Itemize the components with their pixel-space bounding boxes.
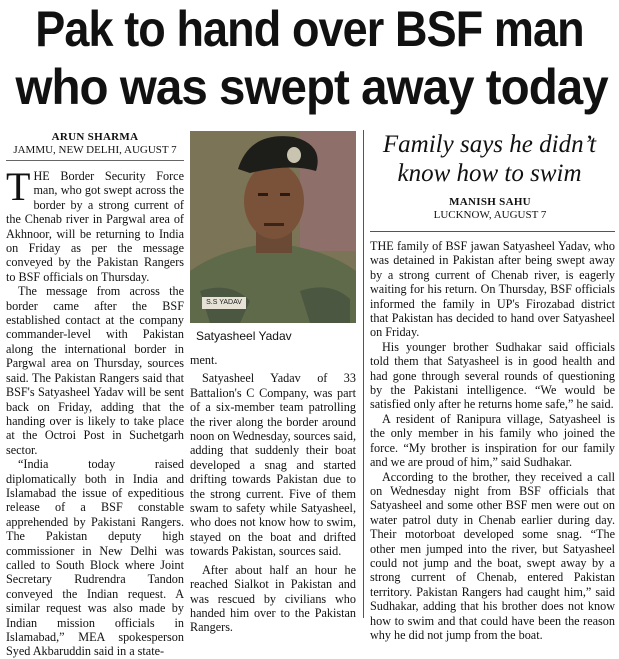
side-story-headline: Family says he didn’t know how to swim [382,131,597,187]
main-paragraph-1 [6,164,184,284]
main-paragraph-2: The message from across the border came after the BSF established contact at the company commander-level with Pakistan along the international border in Pargwal area on Thursday, sources said. The Pakistan Rangers said that BSF's Satyasheel Yadav will be sent back on Friday, adding that the handing over is likely to take place at the Octroi Post in Suchetgarh sector. [6,284,184,457]
side-author: MANISH SAHU [449,196,531,208]
main-story-column-2 [190,353,356,635]
side-paragraph-2: His younger brother Sudhakar said officials told them that Satyasheel is in good health and had gone through several rounds of questioning by the Pakistani intelligence. “We would be satisfied only after he returns home safe,” he said. [370,339,615,412]
column-divider [363,130,364,618]
photo-caption: Satyasheel Yadav [196,329,292,343]
main-paragraph-1-text: HE Border Security Force man, who got swept across the border by a strong current of the Chenab river in Pargwal area of Akhnoor, will be returning to India on Friday as per the message conveyed by the Pakistan Rangers to BSF officials on Thursday. [6,169,184,284]
main-paragraph-3: “India today raised diplomatically both in India and Islamabad the issue of expeditious release of a BSF constable apprehended by Pakistani Rangers. The Pakistan deputy high commissioner in New Delhi was called to South Block where Joint Secretary Rudrendra Tandon conveyed the Indian request. A similar request was also made by Indian mission officials in Islamabad,” MEA spokesperson Syed Akbaruddin said in a state- [6,457,184,659]
main-dateline: JAMMU, NEW DELHI, AUGUST 7 [13,144,177,156]
side-dateline: LUCKNOW, AUGUST 7 [433,209,547,221]
main-paragraph-5: Satyasheel Yadav of 33 Battalion's C Company, was part of a six-member team patrolling the river along the border around noon on Wednesday, sources said, adding that suddenly their boat developed a snag and started drifting towards Pakistan due to the strong current. Five of them swam to safety while Satyasheel, who does not know how to swim, stayed on the boat and drifted towards Pakistan, sources said. [190,371,356,559]
headline-line-1: Pak to hand over BSF man [35,1,584,57]
main-story-column-1 [6,131,184,659]
side-story-body [370,239,615,642]
side-paragraph-4: According to the brother, they received a call on Wednesday night from BSF officials that Satyasheel and some other BSF men were out on water patrol duty in Chenab earlier during day. Their motorboat developed some snag. “The other men jumped into the river, but Satyasheel could not jump and the boat, swept away by a strong current of Chenab, entered Pakistan territory. Pakistan Rangers had caught him,” said Sudhakar, adding that his brother does not know how to swim and that could have been the reason why he did not jump from the boat. [370,469,615,642]
main-author: ARUN SHARMA [51,131,139,143]
name-tag: S.S YADAV [206,299,242,306]
main-paragraph-6: After about half an hour he reached Sialkot in Pakistan and was rescued by civilians who handed him over to the Pakistan Rangers. [190,562,356,635]
main-paragraph-4: ment. [190,353,218,367]
soldier-portrait-image [190,131,356,323]
side-paragraph-1: THE family of BSF jawan Satyasheel Yadav, who was detained in Pakistan after being swept away by a strong current of Chenab river, is eagerly waiting for his return. On Thursday, BSF officials informed the family in UP's Firozabad district that Pakistan has decided to hand over Satyasheel on Friday. [370,239,615,340]
drop-cap: T [6,164,31,209]
side-byline [420,196,560,222]
main-byline [6,131,184,157]
side-rule [370,231,615,232]
headline-line-2: who was swept away today [15,59,608,115]
soldier-photo [190,131,356,323]
side-paragraph-3: A resident of Ranipura village, Satyasheel is the only member in his family who joined the force. “My brother is inspiration for our family and we are proud of him,” said Sudhakar. [370,411,615,470]
